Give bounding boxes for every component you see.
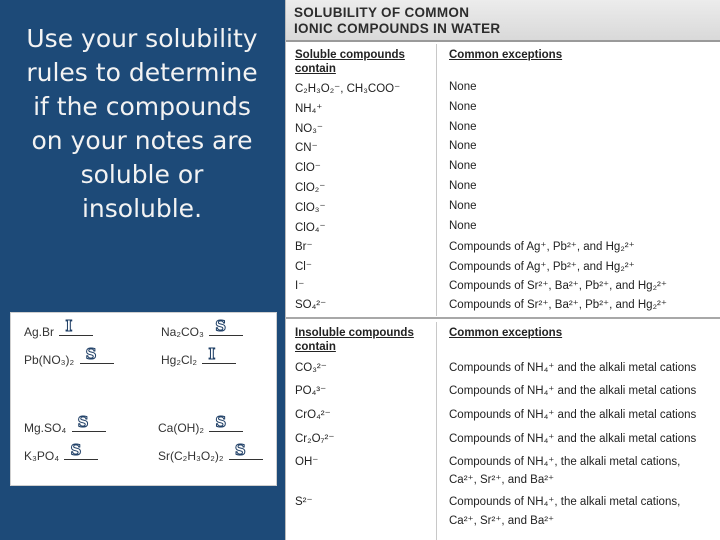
- insoluble-exception: Compounds of NH₄⁺ and the alkali metal cations: [449, 385, 697, 397]
- table-title-line1: SOLUBILITY OF COMMON: [294, 5, 470, 20]
- answer-blank[interactable]: [209, 317, 243, 336]
- answer-mark: S: [70, 441, 82, 459]
- answer-mark: S: [215, 413, 227, 431]
- soluble-ion: Br⁻: [295, 241, 313, 253]
- compound-label: K₃PO₄: [24, 449, 60, 463]
- worksheet-item: [158, 413, 243, 435]
- compound-label: Pb(NO₃)₂: [24, 353, 75, 367]
- insoluble-heading: Insoluble compounds contain: [295, 327, 414, 353]
- answer-blank[interactable]: [202, 345, 236, 364]
- insoluble-exception-continued: Ca²⁺, Sr²⁺, and Ba²⁺: [449, 515, 555, 527]
- answer-blank[interactable]: [72, 413, 106, 432]
- worksheet-item: [24, 413, 106, 435]
- soluble-exception: None: [449, 180, 477, 192]
- compound-label: Ag.Br: [24, 325, 55, 339]
- worksheet-item: [158, 441, 263, 463]
- compound-label: Ca(OH)₂: [158, 421, 204, 435]
- solubility-table: [285, 0, 720, 540]
- answer-mark: S: [215, 317, 227, 335]
- soluble-exceptions-heading: Common exceptions: [449, 49, 563, 61]
- section-divider: [286, 317, 720, 319]
- soluble-ion: ClO⁻: [295, 162, 321, 174]
- soluble-exception: Compounds of Ag⁺, Pb²⁺, and Hg₂²⁺: [449, 241, 635, 253]
- soluble-ion: C₂H₃O₂⁻, CH₃COO⁻: [295, 83, 401, 95]
- worksheet-card: [10, 312, 277, 486]
- answer-blank[interactable]: [64, 441, 98, 460]
- insoluble-exception: Compounds of NH₄⁺, the alkali metal cations,: [449, 496, 681, 508]
- worksheet-item: [24, 317, 93, 339]
- compound-label: Mg.SO₄: [24, 421, 67, 435]
- column-divider: [436, 322, 437, 540]
- soluble-heading: Soluble compounds contain: [295, 49, 405, 75]
- insoluble-ion: CrO₄²⁻: [295, 409, 331, 421]
- soluble-ion: Cl⁻: [295, 261, 312, 273]
- insoluble-exception: Compounds of NH₄⁺ and the alkali metal cations: [449, 433, 697, 445]
- worksheet-item: [161, 345, 236, 367]
- insoluble-exception: Compounds of NH₄⁺ and the alkali metal cations: [449, 362, 697, 374]
- column-divider: [436, 44, 437, 316]
- soluble-ion: ClO₂⁻: [295, 182, 326, 194]
- insoluble-ion: OH⁻: [295, 456, 319, 468]
- insoluble-ion: S²⁻: [295, 496, 313, 508]
- soluble-exception: None: [449, 140, 477, 152]
- answer-mark: I: [208, 345, 216, 363]
- soluble-ion: NH₄⁺: [295, 103, 323, 115]
- soluble-ion: SO₄²⁻: [295, 299, 327, 311]
- answer-blank[interactable]: [59, 317, 93, 336]
- soluble-exception: Compounds of Sr²⁺, Ba²⁺, Pb²⁺, and Hg₂²⁺: [449, 299, 667, 311]
- insoluble-ion: PO₄³⁻: [295, 385, 327, 397]
- answer-mark: I: [65, 317, 73, 335]
- answer-mark: S: [234, 441, 246, 459]
- soluble-exception: Compounds of Ag⁺, Pb²⁺, and Hg₂²⁺: [449, 261, 635, 273]
- soluble-exception: None: [449, 101, 477, 113]
- soluble-ion: CN⁻: [295, 142, 318, 154]
- worksheet-item: [24, 345, 114, 367]
- slide-title: Use your solubility rules to determine if the compounds on your notes are soluble or insoluble.: [26, 24, 258, 223]
- compound-label: Sr(C₂H₃O₂)₂: [158, 449, 224, 463]
- soluble-exception: None: [449, 220, 477, 232]
- soluble-exception: None: [449, 200, 477, 212]
- insoluble-exception: Compounds of NH₄⁺ and the alkali metal cations: [449, 409, 697, 421]
- soluble-exception: Compounds of Sr²⁺, Ba²⁺, Pb²⁺, and Hg₂²⁺: [449, 280, 667, 292]
- worksheet-item: [24, 441, 98, 463]
- worksheet-item: [161, 317, 243, 339]
- soluble-ion: ClO₄⁻: [295, 222, 326, 234]
- soluble-ion: NO₃⁻: [295, 123, 324, 135]
- soluble-exception: None: [449, 121, 477, 133]
- compound-label: Na₂CO₃: [161, 325, 204, 339]
- insoluble-ion: Cr₂O₇²⁻: [295, 433, 335, 445]
- insoluble-exception: Compounds of NH₄⁺, the alkali metal cations,: [449, 456, 681, 468]
- soluble-exception: None: [449, 81, 477, 93]
- answer-blank[interactable]: [80, 345, 114, 364]
- insoluble-exception-continued: Ca²⁺, Sr²⁺, and Ba²⁺: [449, 474, 555, 486]
- insoluble-ion: CO₃²⁻: [295, 362, 327, 374]
- insoluble-exceptions-heading: Common exceptions: [449, 327, 563, 339]
- table-title-line2: IONIC COMPOUNDS IN WATER: [294, 21, 501, 36]
- soluble-exception: None: [449, 160, 477, 172]
- compound-label: Hg₂Cl₂: [161, 353, 197, 367]
- soluble-ion: I⁻: [295, 280, 305, 292]
- answer-blank[interactable]: [229, 441, 263, 460]
- answer-mark: S: [85, 345, 97, 363]
- answer-blank[interactable]: [209, 413, 243, 432]
- answer-mark: S: [77, 413, 89, 431]
- soluble-ion: ClO₃⁻: [295, 202, 326, 214]
- table-header: [286, 0, 720, 42]
